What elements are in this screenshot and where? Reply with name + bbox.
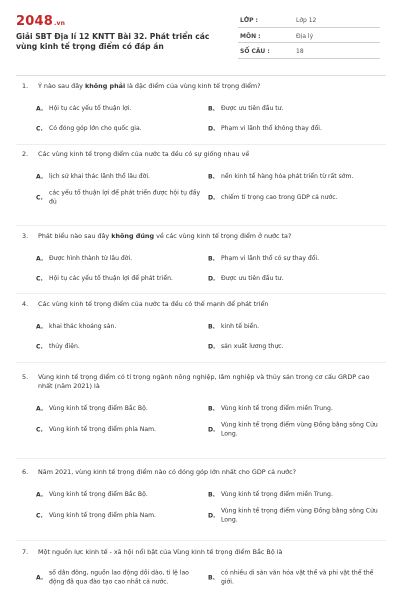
option-letter: B. xyxy=(208,574,215,582)
question-1 xyxy=(22,82,380,139)
question-text xyxy=(22,232,380,241)
question-text xyxy=(22,468,380,477)
option-a[interactable] xyxy=(36,563,206,593)
question-divider xyxy=(16,293,386,294)
option-letter: A. xyxy=(36,173,44,181)
option-a[interactable] xyxy=(36,317,206,337)
option-letter: A. xyxy=(36,405,44,413)
option-text: Được ưu tiên đầu tư. xyxy=(221,104,284,112)
question-text-part: Một nguồn lực kinh tế - xã hội nổi bật của Vùng kinh tế trọng điểm Bắc Bộ là xyxy=(38,548,283,556)
question-number: 4. xyxy=(22,300,29,308)
question-text xyxy=(22,82,380,91)
option-letter: C. xyxy=(36,194,43,202)
option-a[interactable] xyxy=(36,249,206,269)
option-text: Vùng kinh tế trọng điểm phía Nam. xyxy=(49,425,156,433)
option-text: khai thác khoáng sản. xyxy=(49,322,117,330)
answer-options xyxy=(22,99,380,139)
answer-options xyxy=(22,399,380,441)
question-text-part: về các vùng kinh tế trọng điểm ở nước ta? xyxy=(154,232,292,240)
question-text-part: Năm 2021, vùng kinh tế trọng điểm nào có đóng góp lớn nhất cho GDP cả nước? xyxy=(38,468,297,476)
question-divider xyxy=(16,225,386,226)
question-divider xyxy=(16,540,386,541)
option-text: Vùng kinh tế trọng điểm Bắc Bộ. xyxy=(49,490,148,498)
option-letter: D. xyxy=(208,426,216,434)
question-4 xyxy=(22,300,380,357)
question-text-part: Các vùng kinh tế trọng điểm của nước ta đều có sự giống nhau về xyxy=(38,150,250,158)
option-text: số dân đông, nguồn lao động dồi dào, tỉ lệ lao động đã qua đào tạo cao nhất cả nước. xyxy=(49,569,189,585)
option-text: Được hình thành từ lâu đời. xyxy=(49,254,133,262)
option-letter: B. xyxy=(208,173,215,181)
meta-label: MÔN : xyxy=(240,32,261,40)
option-text: các yếu tố thuận lợi để phát triển được hội tụ đầy đủ xyxy=(49,189,201,205)
option-letter: B. xyxy=(208,255,215,263)
option-letter: C. xyxy=(36,343,43,351)
meta-label: LỚP : xyxy=(240,17,258,24)
question-text xyxy=(22,548,380,557)
option-b[interactable] xyxy=(208,249,378,269)
question-text-part: Phát biểu nào sau đây xyxy=(38,232,112,240)
meta-value: Địa lý xyxy=(296,32,314,40)
option-letter: D. xyxy=(208,194,216,202)
meta-label: SỐ CÂU : xyxy=(240,48,270,55)
logo-text: 2048 xyxy=(16,14,53,29)
option-text: Phạm vi lãnh thổ có sự thay đổi. xyxy=(221,254,320,262)
answer-options xyxy=(22,167,380,209)
question-6 xyxy=(22,468,380,527)
option-letter: B. xyxy=(208,405,215,413)
option-text: kinh tế biển. xyxy=(221,322,260,330)
answer-options xyxy=(22,485,380,527)
option-letter: A. xyxy=(36,255,44,263)
option-letter: D. xyxy=(208,125,216,133)
option-letter: C. xyxy=(36,426,43,434)
meta-subject-row xyxy=(238,30,380,44)
option-letter: C. xyxy=(36,512,43,520)
option-c[interactable] xyxy=(36,337,206,357)
option-b[interactable] xyxy=(208,317,378,337)
option-letter: D. xyxy=(208,512,216,520)
document-title: Giải SBT Địa lí 12 KNTT Bài 32. Phát triển các vùng kinh tế trọng điểm có đáp án xyxy=(16,32,210,51)
option-text: Phạm vi lãnh thổ không thay đổi. xyxy=(221,124,322,132)
option-text: thủy điện. xyxy=(49,342,80,350)
option-c[interactable] xyxy=(36,269,206,289)
option-text: có nhiều di sản văn hóa vật thể và phi vật thể thế giới. xyxy=(221,569,374,585)
option-d[interactable] xyxy=(208,505,378,527)
question-divider xyxy=(16,362,386,363)
option-letter: D. xyxy=(208,275,216,283)
question-text xyxy=(22,373,380,391)
option-letter: B. xyxy=(208,323,215,331)
answer-options xyxy=(22,249,380,289)
question-text-part: là đặc điểm của vùng kinh tế trọng điểm? xyxy=(125,82,261,90)
option-a[interactable] xyxy=(36,99,206,119)
option-text: Vùng kinh tế trọng điểm vùng Đồng bằng sông Cửu Long. xyxy=(221,507,378,523)
question-number: 5. xyxy=(22,373,29,381)
logo-suffix: .vn xyxy=(53,20,66,27)
question-2 xyxy=(22,150,380,209)
option-letter: A. xyxy=(36,323,44,331)
option-text: chiếm tỉ trọng cao trong GDP cả nước. xyxy=(221,193,338,201)
question-text-part: Các vùng kinh tế trọng điểm của nước ta đều có thế mạnh để phát triển xyxy=(38,300,269,308)
question-divider xyxy=(16,144,386,145)
option-d[interactable] xyxy=(208,119,378,139)
option-c[interactable] xyxy=(36,419,206,441)
option-a[interactable] xyxy=(36,399,206,419)
question-7 xyxy=(22,548,380,593)
question-emphasis: không phải xyxy=(84,82,126,90)
meta-class-row xyxy=(238,14,380,28)
question-emphasis: không đúng xyxy=(111,232,155,240)
option-a[interactable] xyxy=(36,485,206,505)
question-text xyxy=(22,150,380,159)
option-c[interactable] xyxy=(36,119,206,139)
option-text: lịch sử khai thác lãnh thổ lâu đời. xyxy=(49,172,150,180)
option-text: Vùng kinh tế trọng điểm Bắc Bộ. xyxy=(49,404,148,412)
option-text: Vùng kinh tế trọng điểm miền Trung. xyxy=(221,404,333,412)
option-d[interactable] xyxy=(208,419,378,441)
site-logo[interactable] xyxy=(16,14,65,29)
question-divider xyxy=(16,458,386,459)
option-letter: D. xyxy=(208,343,216,351)
option-letter: B. xyxy=(208,105,215,113)
option-letter: B. xyxy=(208,491,215,499)
meta-info xyxy=(238,14,380,61)
option-letter: A. xyxy=(36,105,44,113)
question-text-part: Ý nào sau đây xyxy=(38,82,85,90)
option-letter: A. xyxy=(36,491,44,499)
question-3 xyxy=(22,232,380,289)
option-b[interactable] xyxy=(208,99,378,119)
option-b[interactable] xyxy=(208,563,378,593)
option-c[interactable] xyxy=(36,187,206,209)
option-letter: A. xyxy=(36,574,44,582)
option-text: Vùng kinh tế trọng điểm vùng Đồng bằng sông Cửu Long. xyxy=(221,421,378,437)
option-text: sản xuất lương thực. xyxy=(221,342,284,350)
header-divider xyxy=(16,75,386,76)
option-text: nền kinh tế hàng hóa phát triển từ rất sớm. xyxy=(221,172,354,180)
meta-value: Lớp 12 xyxy=(296,17,317,24)
option-letter: C. xyxy=(36,275,43,283)
option-b[interactable] xyxy=(208,167,378,187)
option-text: Hội tụ các yếu tố thuận lợi để phát triển. xyxy=(49,274,173,282)
document-header xyxy=(16,14,386,72)
option-c[interactable] xyxy=(36,505,206,527)
question-text xyxy=(22,300,380,309)
option-b[interactable] xyxy=(208,399,378,419)
option-letter: C. xyxy=(36,125,43,133)
answer-options xyxy=(22,563,380,593)
question-text-part: Vùng kinh tế trọng điểm có tỉ trọng ngành nông nghiệp, lâm nghiệp và thủy sản trong cơ cấu GRDP cao nhất (năm 2021) là xyxy=(38,373,370,390)
option-b[interactable] xyxy=(208,485,378,505)
option-a[interactable] xyxy=(36,167,206,187)
option-text: Có đóng góp lớn cho quốc gia. xyxy=(49,124,142,132)
option-d[interactable] xyxy=(208,187,378,209)
option-text: Vùng kinh tế trọng điểm miền Trung. xyxy=(221,490,333,498)
question-number: 2. xyxy=(22,150,29,158)
option-text: Được ưu tiên đầu tư. xyxy=(221,274,284,282)
question-number: 3. xyxy=(22,232,29,240)
question-5 xyxy=(22,373,380,441)
question-number: 7. xyxy=(22,548,29,556)
option-d[interactable] xyxy=(208,337,378,357)
option-d[interactable] xyxy=(208,269,378,289)
answer-options xyxy=(22,317,380,357)
meta-count-row xyxy=(238,45,380,59)
option-text: Hội tụ các yếu tố thuận lợi. xyxy=(49,104,132,112)
option-text: Vùng kinh tế trọng điểm phía Nam. xyxy=(49,511,156,519)
question-number: 1. xyxy=(22,82,29,90)
meta-value: 18 xyxy=(296,48,304,55)
question-number: 6. xyxy=(22,468,29,476)
